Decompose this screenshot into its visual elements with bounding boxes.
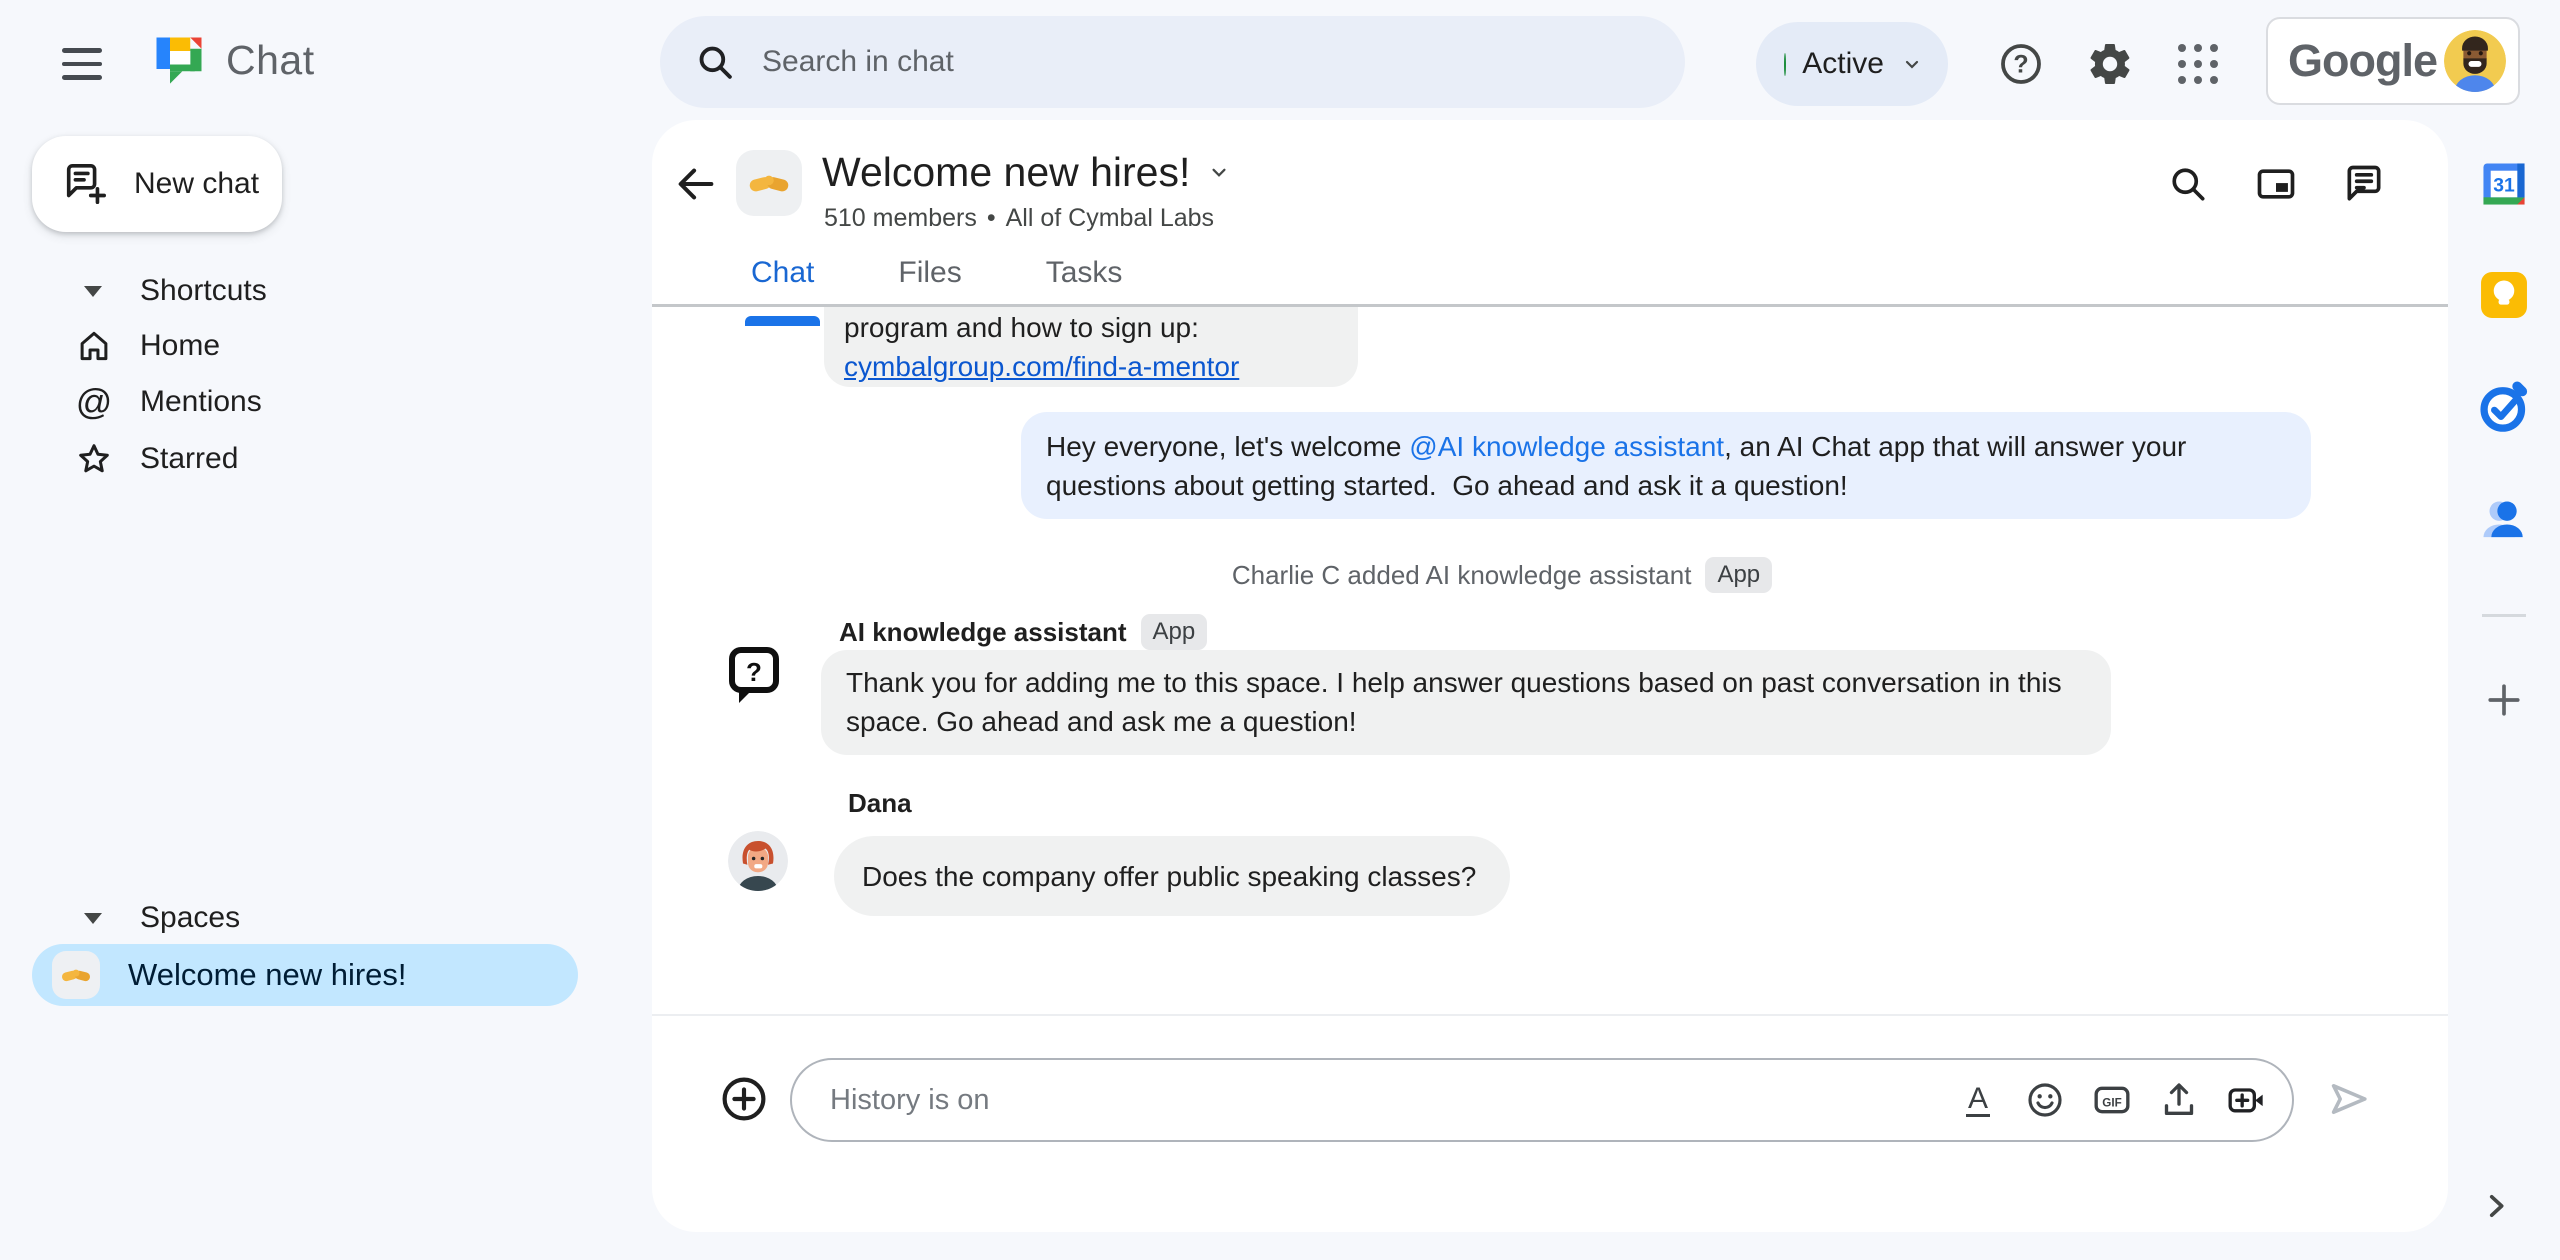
svg-text:GIF: GIF bbox=[2102, 1096, 2122, 1110]
space-avatar-handshake-icon bbox=[736, 150, 802, 216]
star-icon bbox=[74, 440, 114, 478]
status-selector[interactable] bbox=[1756, 22, 1948, 106]
handshake-emoji-icon bbox=[52, 951, 100, 999]
svg-text:?: ? bbox=[746, 656, 762, 687]
message-bubble-welcome: Hey everyone, let's welcome @AI knowledge assistant, an AI Chat app that will answer your questions about getting started. Go ahead and ask it a question! bbox=[1021, 412, 2311, 519]
spaces-section-header[interactable]: Spaces bbox=[0, 896, 640, 940]
message-bubble-older: program and how to sign up: cymbalgroup.com/find-a-mentor bbox=[824, 307, 1358, 387]
search-bar[interactable] bbox=[660, 16, 1685, 108]
bot-avatar-question-bubble-icon bbox=[728, 646, 780, 706]
search-in-space-icon[interactable] bbox=[2162, 158, 2214, 210]
subtitle-separator: • bbox=[986, 204, 996, 232]
search-input[interactable] bbox=[762, 45, 1651, 79]
gif-icon[interactable] bbox=[2092, 1080, 2132, 1120]
sidebar-item-mentions[interactable]: @ Mentions bbox=[75, 381, 262, 422]
message-bubble-user: Does the company offer public speaking classes? bbox=[834, 836, 1510, 916]
space-header-actions bbox=[2162, 158, 2390, 210]
composer-toolbar bbox=[1958, 1080, 2266, 1120]
sidebar-item-home[interactable]: Home bbox=[0, 322, 640, 370]
app-badge: App bbox=[1141, 614, 1208, 650]
message-composer[interactable] bbox=[790, 1058, 2294, 1142]
back-arrow-icon[interactable] bbox=[670, 158, 722, 210]
main-menu-icon[interactable] bbox=[62, 38, 114, 90]
user-sender-row bbox=[848, 788, 912, 819]
sidebar-space-welcome-new-hires[interactable]: Welcome new hires! bbox=[32, 944, 578, 1006]
help-icon[interactable] bbox=[1995, 38, 2047, 90]
rail-divider bbox=[2482, 614, 2526, 617]
tab-chat[interactable]: Chat bbox=[749, 248, 816, 326]
system-event-message: Charlie C added AI knowledge assistant App bbox=[652, 557, 2352, 593]
contacts-icon[interactable] bbox=[2474, 489, 2534, 549]
home-icon bbox=[74, 327, 114, 365]
tab-files[interactable]: Files bbox=[898, 256, 962, 289]
new-chat-label: New chat bbox=[134, 167, 260, 200]
new-chat-button[interactable] bbox=[32, 136, 282, 232]
chevron-down-icon bbox=[1206, 159, 1232, 185]
picture-in-picture-icon[interactable] bbox=[2250, 158, 2302, 210]
member-count: 510 members bbox=[824, 204, 977, 232]
settings-gear-icon[interactable] bbox=[2084, 38, 2136, 90]
account-chip[interactable] bbox=[2266, 17, 2520, 105]
org-scope: All of Cymbal Labs bbox=[1005, 204, 1215, 232]
dana-avatar bbox=[728, 831, 788, 891]
calendar-icon[interactable] bbox=[2474, 154, 2534, 214]
user-sender-name: Dana bbox=[848, 788, 912, 818]
svg-text:31: 31 bbox=[2493, 175, 2515, 197]
get-add-ons-plus-icon[interactable] bbox=[2474, 670, 2534, 730]
sidebar bbox=[0, 120, 652, 1260]
add-attachment-plus-icon[interactable] bbox=[718, 1073, 770, 1125]
profile-avatar[interactable] bbox=[2444, 30, 2506, 92]
search-icon bbox=[694, 41, 736, 83]
status-label: Active bbox=[1802, 47, 1884, 80]
svg-text:?: ? bbox=[2013, 50, 2029, 79]
format-text-icon[interactable]: A bbox=[1958, 1080, 1998, 1120]
message-input[interactable] bbox=[830, 1084, 1958, 1117]
shortcuts-section-header[interactable]: Shortcuts bbox=[0, 269, 640, 313]
keep-icon[interactable] bbox=[2474, 265, 2534, 325]
space-subtitle bbox=[824, 204, 1214, 233]
collapse-arrow-icon bbox=[84, 286, 102, 297]
chevron-down-icon bbox=[1900, 52, 1924, 76]
composer-divider bbox=[652, 1014, 2448, 1016]
mentor-link[interactable]: cymbalgroup.com/find-a-mentor bbox=[844, 351, 1240, 382]
space-title: Welcome new hires! bbox=[822, 148, 1191, 195]
collapse-arrow-icon bbox=[84, 913, 102, 924]
sidebar-item-starred[interactable]: Starred bbox=[0, 435, 640, 483]
send-message-icon[interactable] bbox=[2324, 1075, 2372, 1123]
space-title-row[interactable] bbox=[822, 146, 1232, 198]
bot-sender-row bbox=[839, 614, 1207, 650]
top-bar bbox=[0, 0, 2560, 120]
upload-icon[interactable] bbox=[2159, 1080, 2199, 1120]
bot-sender-name: AI knowledge assistant bbox=[839, 616, 1127, 647]
side-panel-rail bbox=[2448, 120, 2560, 1260]
mentions-at-icon: @ bbox=[75, 381, 113, 422]
video-meet-plus-icon[interactable] bbox=[2226, 1080, 2266, 1120]
mention-ai-knowledge-assistant[interactable]: @AI knowledge assistant bbox=[1409, 431, 1725, 462]
app-badge: App bbox=[1705, 557, 1772, 593]
threads-chat-icon[interactable] bbox=[2338, 158, 2390, 210]
space-panel bbox=[652, 120, 2448, 1232]
status-active-dot bbox=[1784, 53, 1786, 76]
product-logo bbox=[152, 33, 315, 87]
new-chat-icon bbox=[62, 161, 108, 207]
emoji-icon[interactable] bbox=[2025, 1080, 2065, 1120]
chat-logo-icon bbox=[152, 33, 206, 87]
collapse-panel-chevron-icon[interactable] bbox=[2474, 1184, 2518, 1228]
message-bubble-bot: Thank you for adding me to this space. I help answer questions based on past conversation in this space. Go ahead and ask me a question! bbox=[821, 650, 2111, 755]
tab-tasks[interactable]: Tasks bbox=[1045, 256, 1123, 289]
product-name: Chat bbox=[226, 36, 315, 83]
tasks-icon[interactable] bbox=[2474, 377, 2534, 437]
google-apps-grid-icon[interactable] bbox=[2172, 38, 2224, 90]
google-logo: Google bbox=[2288, 35, 2437, 86]
